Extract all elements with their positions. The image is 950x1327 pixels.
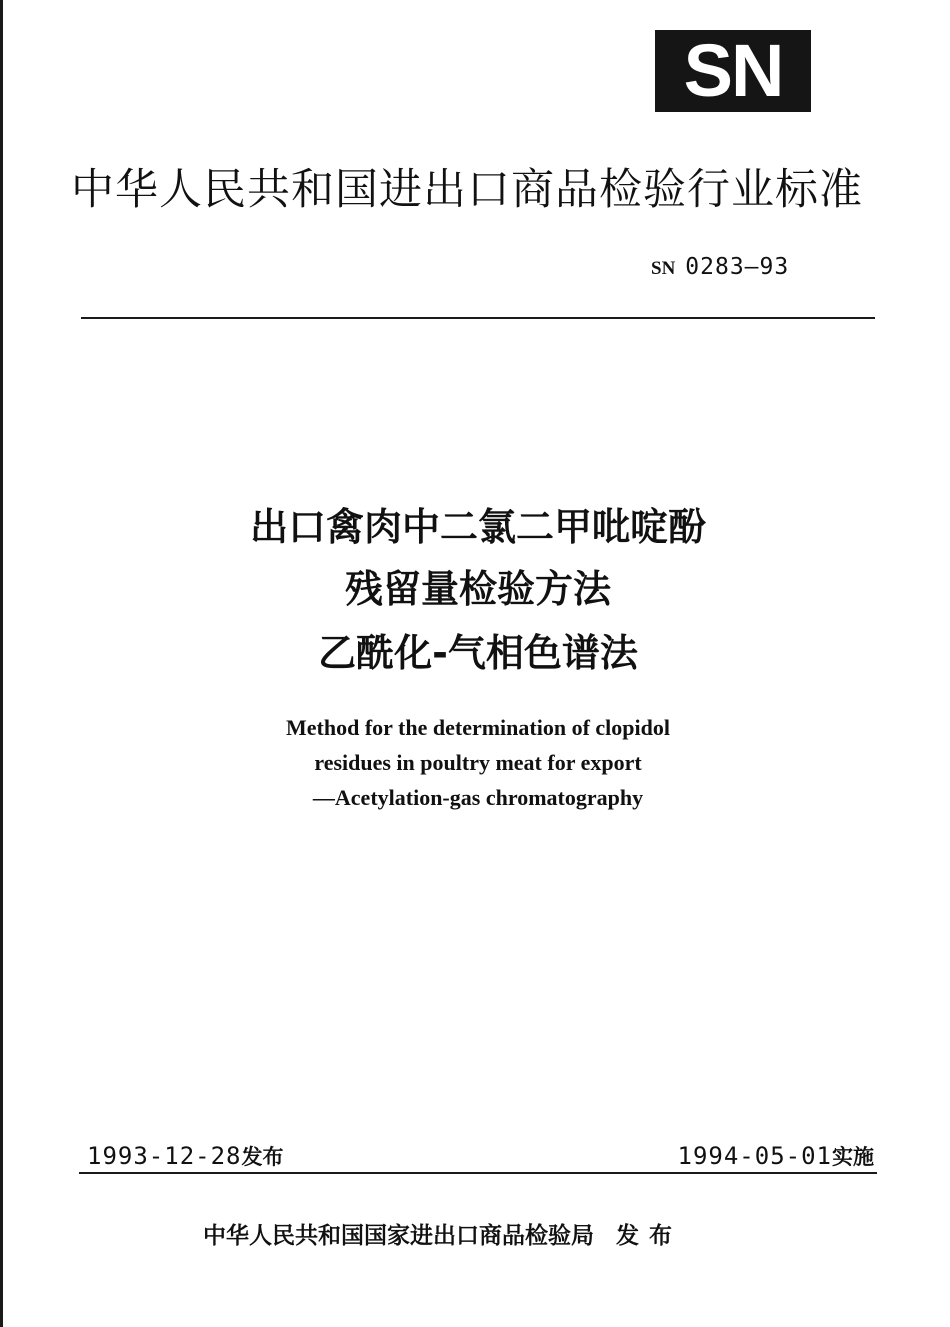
title-cn-line-1: 出口禽肉中二氯二甲吡啶酚 xyxy=(249,505,706,549)
bottom-divider xyxy=(79,1172,877,1174)
publish-label: 发布 xyxy=(616,1223,682,1249)
effective-date xyxy=(678,1140,875,1173)
issue-date xyxy=(87,1140,284,1173)
title-cn-line-3: 乙酰化-气相色谱法 xyxy=(318,631,638,675)
effective-date-value: 1994-05-01 xyxy=(677,1142,832,1170)
standard-prefix: SN xyxy=(651,258,676,279)
standard-number xyxy=(651,252,789,284)
title-en-line-2: residues in poultry meat for export xyxy=(314,750,642,775)
issue-date-value: 1993-12-28 xyxy=(87,1142,242,1170)
top-divider xyxy=(81,317,875,319)
effective-date-label: 实施 xyxy=(832,1145,874,1169)
title-en-line-1: Method for the determination of clopidol xyxy=(286,715,670,740)
org-title: 中华人民共和国进出口商品检验行业标准 xyxy=(71,165,863,215)
sn-logo: SN xyxy=(655,30,811,112)
issue-date-label: 发布 xyxy=(241,1145,284,1169)
publisher-name: 中华人民共和国国家进出口商品检验局 xyxy=(203,1223,594,1249)
standard-code: 0283—93 xyxy=(685,254,790,280)
title-en-line-3: —Acetylation-gas chromatography xyxy=(312,785,644,810)
title-cn-line-2: 残留量检验方法 xyxy=(344,567,611,611)
publisher xyxy=(203,1218,763,1254)
